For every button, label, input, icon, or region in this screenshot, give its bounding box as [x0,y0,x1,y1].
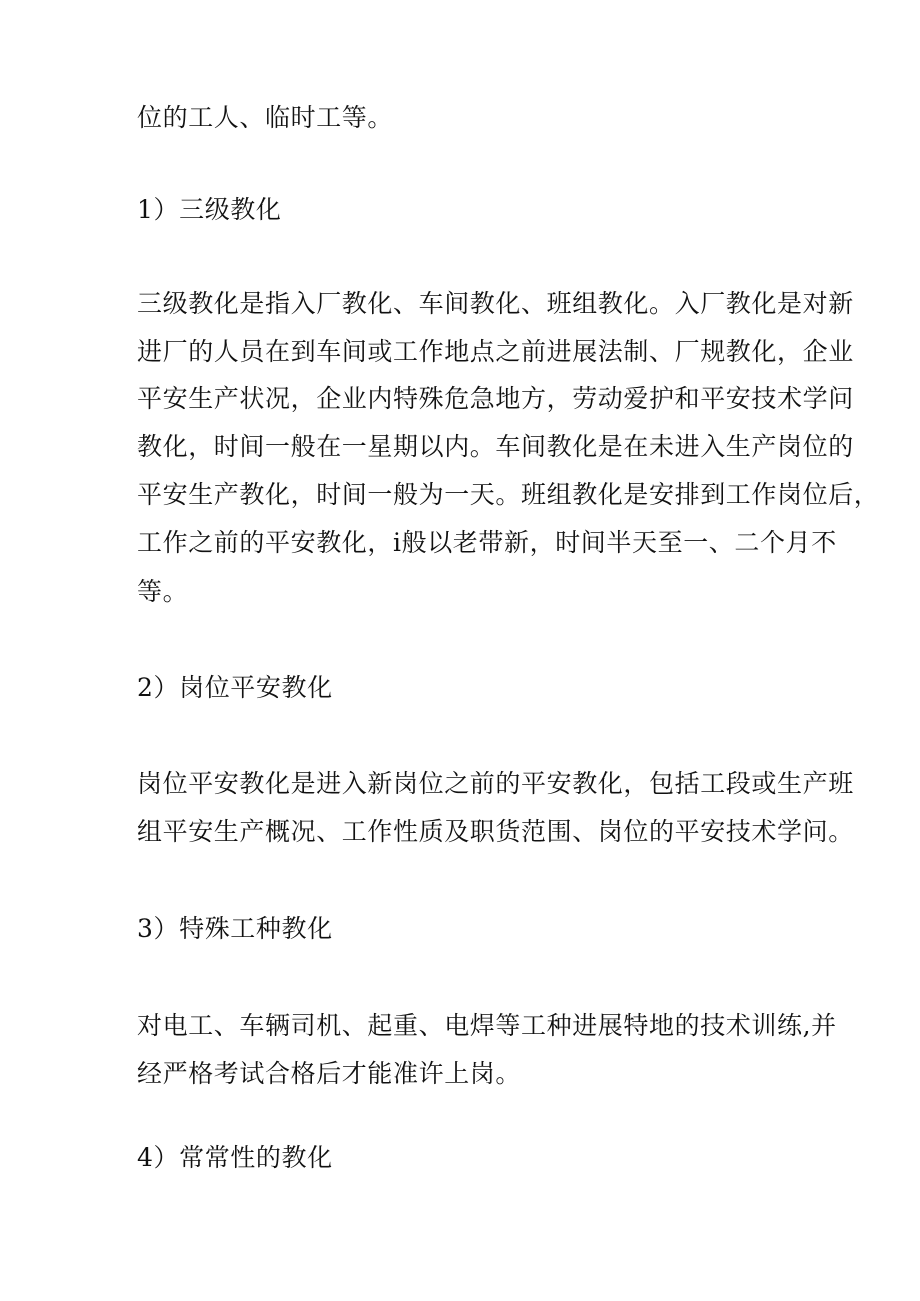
paragraph-three-level-line-4: 教化，时间一般在一星期以内。车间教化是在未进入生产岗位的 [137,432,854,461]
paragraph-post-safety-line-1: 岗位平安教化是进入新岗位之前的平安教化，包括工段或生产班 [137,769,854,798]
heading-three-level-education: 1）三级教化 [137,195,282,224]
paragraph-three-level-line-2: 进厂的人员在到车间或工作地点之前进展法制、厂规教化，企业 [137,337,854,366]
paragraph-three-level-line-3: 平安生产状况，企业内特殊危急地方，劳动爱护和平安技术学问 [137,384,854,413]
heading-post-safety-education: 2）岗位平安教化 [137,673,333,702]
paragraph-three-level-line-5: 平安生产教化，时间一般为一天。班组教化是安排到工作岗位后， [137,480,880,509]
paragraph-post-safety-line-2: 组平安生产概况、工作性质及职货范围、岗位的平安技术学问。 [137,817,854,846]
paragraph-special-trade-line-1: 对电工、车辆司机、起重、电焊等工种进展特地的技术训练,并 [137,1011,837,1040]
paragraph-intro-line-1: 位的工人、临时工等。 [137,103,394,132]
heading-regular-education: 4）常常性的教化 [137,1143,333,1172]
paragraph-three-level-line-6: 工作之前的平安教化，i般以老带新，时间半天至一、二个月不 [137,528,837,557]
heading-special-trade-education: 3）特殊工种教化 [137,914,333,943]
paragraph-three-level-line-1: 三级教化是指入厂教化、车间教化、班组教化。入厂教化是对新 [137,289,854,318]
paragraph-three-level-line-7: 等。 [137,577,189,606]
paragraph-special-trade-line-2: 经严格考试合格后才能准许上岗。 [137,1059,522,1088]
